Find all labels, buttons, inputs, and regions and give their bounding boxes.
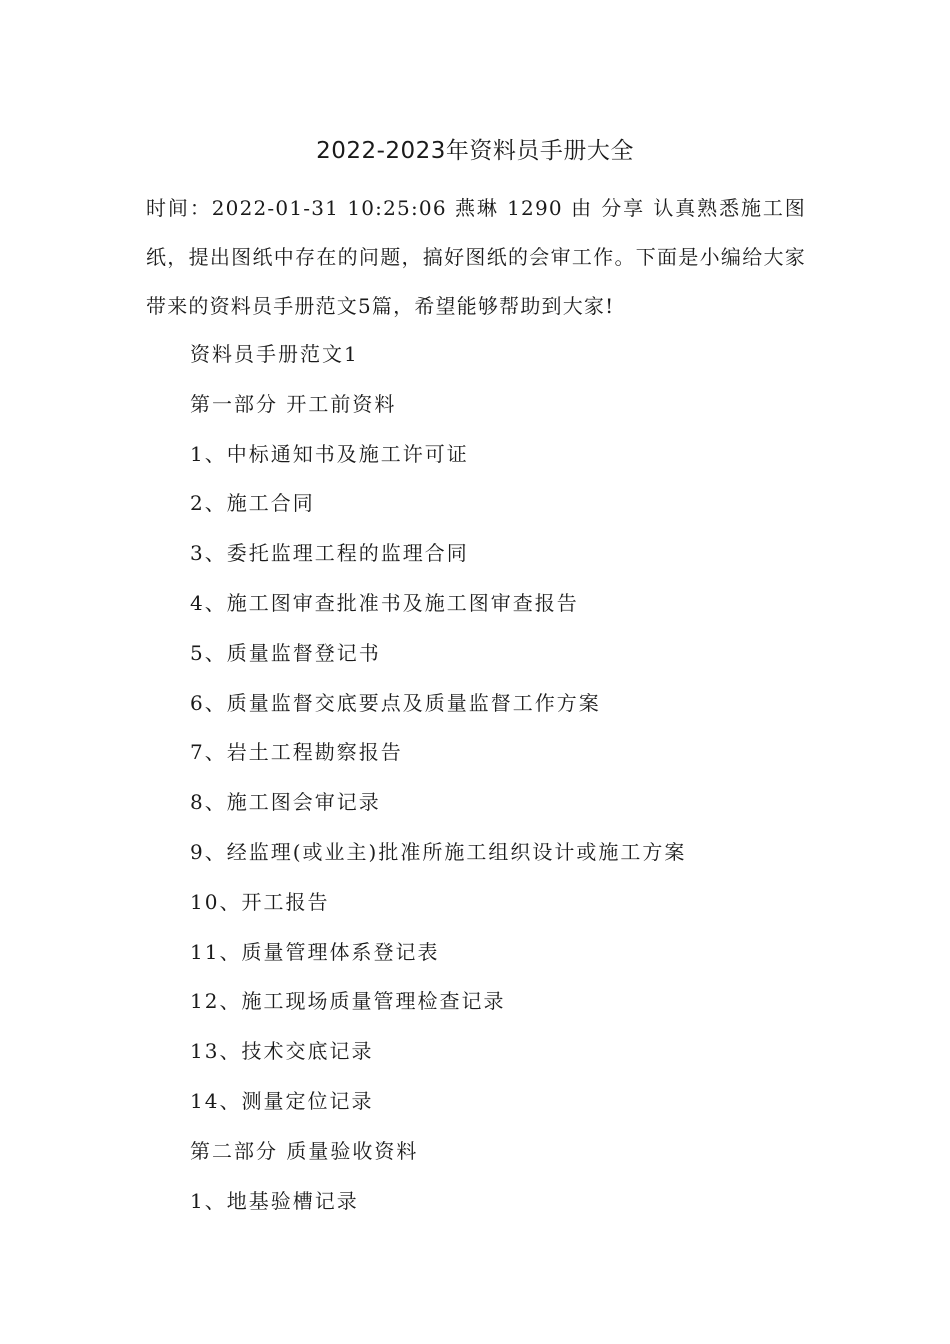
body-line: 9、经监理(或业主)批准所施工组织设计或施工方案 [190, 839, 687, 864]
intro-paragraph: 时间：2022-01-31 10:25:06 燕琳 1290 由 分享 认真熟悉施工图纸，提出图纸中存在的问题，搞好图纸的会审工作。下面是小编给大家带来的资料员手册范文5篇，希望能够帮助到大家! [146, 196, 806, 318]
body-line: 12、施工现场质量管理检查记录 [190, 989, 506, 1014]
body-line: 4、施工图审查批准书及施工图审查报告 [190, 590, 579, 615]
body-line: 14、测量定位记录 [190, 1088, 374, 1113]
body-line: 1、中标通知书及施工许可证 [190, 441, 469, 466]
body-line: 第一部分 开工前资料 [190, 391, 397, 416]
body-line: 3、委托监理工程的监理合同 [190, 541, 469, 566]
body-lines [190, 330, 810, 1226]
body-line: 2、施工合同 [190, 491, 315, 516]
body-line: 资料员手册范文1 [190, 342, 359, 366]
body-line: 第二部分 质量验收资料 [190, 1138, 419, 1163]
body-line: 8、施工图会审记录 [190, 790, 381, 815]
document-title: 2022-2023年资料员手册大全 [316, 138, 634, 164]
body-line: 7、岩土工程勘察报告 [190, 740, 403, 765]
body-line: 6、质量监督交底要点及质量监督工作方案 [190, 690, 601, 715]
body-line: 10、开工报告 [190, 889, 330, 914]
body-line: 5、质量监督登记书 [190, 640, 381, 665]
body-line: 13、技术交底记录 [190, 1039, 374, 1064]
body-line: 11、质量管理体系登记表 [190, 939, 440, 964]
body-line: 1、地基验槽记录 [190, 1188, 359, 1213]
